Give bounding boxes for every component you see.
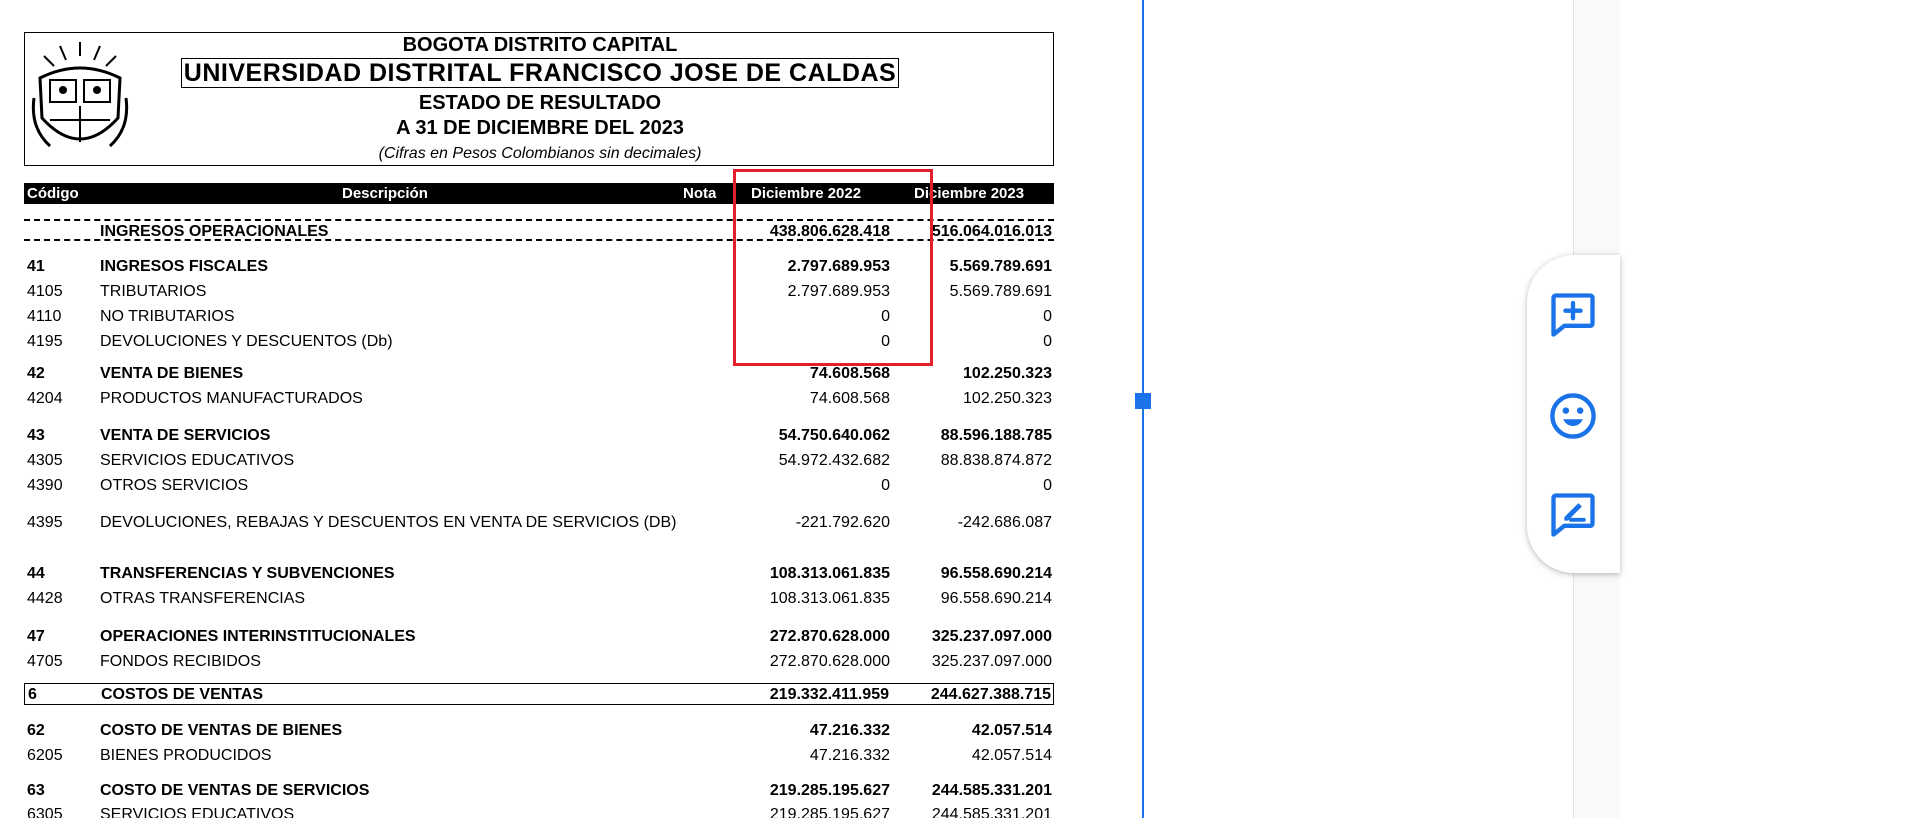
row-value-2022: 47.216.332 bbox=[809, 722, 890, 739]
row-description: PRODUCTOS MANUFACTURADOS bbox=[100, 390, 363, 407]
row-value-2022: 438.806.628.418 bbox=[769, 223, 890, 240]
row-code: 44 bbox=[27, 565, 45, 582]
table-row bbox=[24, 563, 1054, 585]
header-university-text: UNIVERSIDAD DISTRITAL FRANCISCO JOSE DE CALDAS bbox=[181, 58, 899, 88]
row-value-2023: 0 bbox=[1043, 477, 1052, 494]
floating-comment-toolbar bbox=[1527, 255, 1620, 573]
row-value-2023: 0 bbox=[1043, 308, 1052, 325]
row-value-2022: 0 bbox=[881, 477, 890, 494]
row-code: 6205 bbox=[27, 747, 63, 764]
row-code: 63 bbox=[27, 782, 45, 799]
row-description: SERVICIOS EDUCATIVOS bbox=[100, 806, 295, 818]
emoji-icon bbox=[1547, 390, 1599, 442]
table-row bbox=[24, 804, 1054, 818]
comment-plus-icon bbox=[1547, 289, 1599, 341]
col-note: Nota bbox=[683, 185, 717, 202]
row-code: 4195 bbox=[27, 333, 63, 350]
row-code: 4105 bbox=[27, 283, 63, 300]
row-value-2022: 219.285.195.627 bbox=[769, 782, 890, 799]
row-description: DEVOLUCIONES, REBAJAS Y DESCUENTOS EN VENTA DE SERVICIOS (DB) bbox=[100, 514, 677, 531]
header-date: A 31 DE DICIEMBRE DEL 2023 bbox=[396, 117, 684, 139]
row-value-2023: 42.057.514 bbox=[971, 722, 1052, 739]
row-description: SERVICIOS EDUCATIVOS bbox=[100, 452, 295, 469]
col-code: Código bbox=[27, 185, 79, 202]
row-code: 4305 bbox=[27, 452, 63, 469]
row-value-2022: 47.216.332 bbox=[809, 747, 890, 764]
row-code: 62 bbox=[27, 722, 45, 739]
col-description: Descripción bbox=[342, 185, 428, 202]
row-value-2023: 96.558.690.214 bbox=[940, 565, 1052, 582]
emoji-reaction-button[interactable] bbox=[1543, 386, 1603, 446]
col-dec2023: Diciembre 2023 bbox=[914, 185, 1025, 202]
row-code: 6305 bbox=[27, 806, 63, 818]
row-code: 4395 bbox=[27, 514, 63, 531]
row-value-2023: 102.250.323 bbox=[963, 365, 1052, 382]
row-value-2023: 325.237.097.000 bbox=[931, 653, 1052, 670]
row-description: FONDOS RECIBIDOS bbox=[100, 653, 261, 670]
table-row bbox=[24, 450, 1054, 472]
row-description: COSTO DE VENTAS DE SERVICIOS bbox=[100, 782, 370, 799]
row-description: OTROS SERVICIOS bbox=[100, 477, 249, 494]
row-value-2022: 54.750.640.062 bbox=[778, 427, 890, 444]
table-row bbox=[24, 651, 1054, 673]
row-code: 41 bbox=[27, 258, 45, 275]
row-description: BIENES PRODUCIDOS bbox=[100, 747, 272, 764]
row-value-2022: 74.608.568 bbox=[809, 365, 890, 382]
row-code: 4428 bbox=[27, 590, 63, 607]
col-dec2022: Diciembre 2022 bbox=[751, 185, 862, 202]
row-value-2023: 325.237.097.000 bbox=[931, 628, 1052, 645]
row-description: INGRESOS FISCALES bbox=[100, 258, 269, 275]
table-row bbox=[24, 588, 1054, 610]
edit-suggest-icon bbox=[1547, 489, 1599, 541]
row-code: 4204 bbox=[27, 390, 63, 407]
row-value-2022: 272.870.628.000 bbox=[769, 628, 890, 645]
row-value-2022: 54.972.432.682 bbox=[778, 452, 890, 469]
row-value-2022: 219.285.195.627 bbox=[769, 806, 890, 818]
row-value-2023: 5.569.789.691 bbox=[949, 258, 1052, 275]
row-description: COSTOS DE VENTAS bbox=[101, 686, 264, 703]
table-row bbox=[24, 780, 1054, 802]
row-value-2023: 244.627.388.715 bbox=[930, 686, 1051, 703]
resize-handle[interactable] bbox=[1135, 393, 1151, 409]
row-description: VENTA DE BIENES bbox=[100, 365, 244, 382]
row-value-2023: 88.838.874.872 bbox=[940, 452, 1052, 469]
row-description: INGRESOS OPERACIONALES bbox=[100, 223, 329, 240]
table-row bbox=[24, 626, 1054, 648]
table-row bbox=[24, 720, 1054, 742]
add-comment-button[interactable] bbox=[1543, 285, 1603, 345]
row-value-2022: 2.797.689.953 bbox=[787, 283, 890, 300]
row-value-2023: -242.686.087 bbox=[957, 514, 1052, 531]
row-description: VENTA DE SERVICIOS bbox=[100, 427, 271, 444]
highlight-annotation-box bbox=[733, 169, 933, 366]
header-university bbox=[180, 58, 900, 88]
row-value-2022: 108.313.061.835 bbox=[769, 590, 890, 607]
table-row bbox=[24, 425, 1054, 447]
table-row bbox=[24, 475, 1054, 497]
table-row bbox=[24, 363, 1054, 385]
row-value-2023: 88.596.188.785 bbox=[940, 427, 1052, 444]
row-value-2023: 42.057.514 bbox=[971, 747, 1052, 764]
row-value-2022: 108.313.061.835 bbox=[769, 565, 890, 582]
header-currency-note: (Cifras en Pesos Colombianos sin decimales) bbox=[378, 145, 702, 162]
row-value-2022: 2.797.689.953 bbox=[787, 258, 890, 275]
row-value-2023: 5.569.789.691 bbox=[949, 283, 1052, 300]
row-description: NO TRIBUTARIOS bbox=[100, 308, 235, 325]
row-value-2022: 219.332.411.959 bbox=[769, 686, 889, 703]
row-description: DEVOLUCIONES Y DESCUENTOS (Db) bbox=[100, 333, 393, 350]
row-code: 4705 bbox=[27, 653, 63, 670]
row-value-2022: 0 bbox=[881, 308, 890, 325]
row-value-2022: 74.608.568 bbox=[809, 390, 890, 407]
table-row bbox=[24, 745, 1054, 767]
header-statement-title: ESTADO DE RESULTADO bbox=[418, 92, 662, 114]
row-code: 6 bbox=[28, 686, 37, 703]
row-value-2023: 244.585.331.201 bbox=[931, 806, 1052, 818]
row-description: COSTO DE VENTAS DE BIENES bbox=[100, 722, 343, 739]
row-value-2023: 516.064.016.013 bbox=[931, 223, 1052, 240]
row-value-2022: 0 bbox=[881, 333, 890, 350]
row-value-2023: 96.558.690.214 bbox=[940, 590, 1052, 607]
table-row bbox=[24, 512, 1054, 534]
row-code: 42 bbox=[27, 365, 45, 382]
selection-border-line bbox=[1142, 0, 1144, 818]
row-code: 43 bbox=[27, 427, 45, 444]
row-code: 4110 bbox=[27, 308, 62, 325]
row-value-2022: -221.792.620 bbox=[795, 514, 890, 531]
suggest-edit-button[interactable] bbox=[1543, 485, 1603, 545]
table-row bbox=[24, 388, 1054, 410]
row-value-2023: 0 bbox=[1043, 333, 1052, 350]
row-description: OTRAS TRANSFERENCIAS bbox=[100, 590, 306, 607]
row-description: OPERACIONES INTERINSTITUCIONALES bbox=[100, 628, 416, 645]
row-code: 47 bbox=[27, 628, 45, 645]
table-row bbox=[24, 683, 1054, 705]
row-description: TRIBUTARIOS bbox=[100, 283, 207, 300]
row-value-2022: 272.870.628.000 bbox=[769, 653, 890, 670]
row-description: TRANSFERENCIAS Y SUBVENCIONES bbox=[100, 565, 395, 582]
row-code: 4390 bbox=[27, 477, 63, 494]
header-city: BOGOTA DISTRITO CAPITAL bbox=[402, 34, 678, 56]
row-value-2023: 102.250.323 bbox=[963, 390, 1052, 407]
row-value-2023: 244.585.331.201 bbox=[931, 782, 1052, 799]
